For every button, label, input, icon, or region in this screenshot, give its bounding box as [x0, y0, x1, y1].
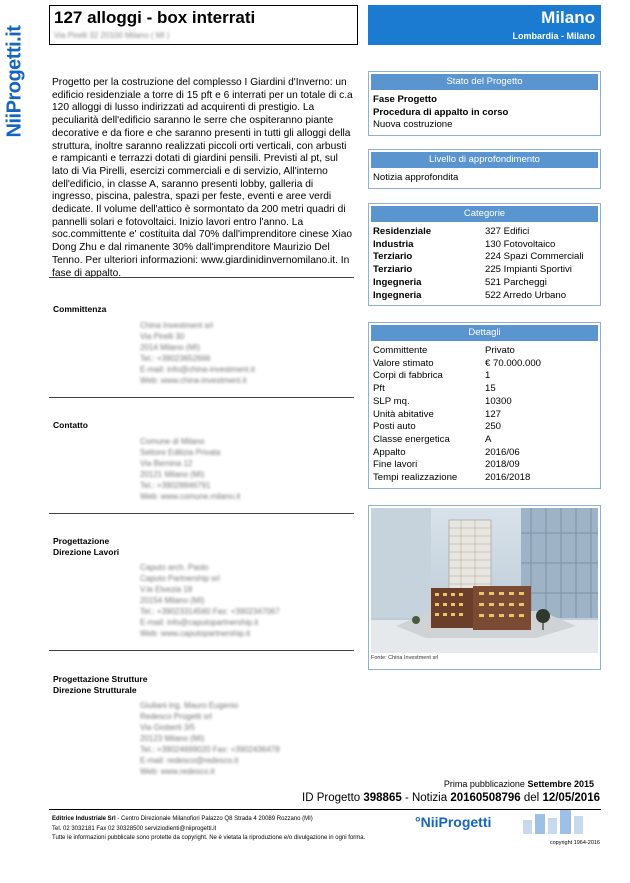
- project-id-line: ID Progetto 398865 - Notizia 20160508796 del 12/05/2016: [302, 792, 600, 804]
- strutture-label: Progettazione Strutture Direzione Strutturale: [53, 674, 148, 695]
- copyright: copyright 1964-2016: [549, 840, 600, 846]
- footer-divider: [49, 809, 601, 810]
- divider: [49, 650, 354, 651]
- contatto-label: Contatto: [53, 420, 88, 430]
- title-box: [49, 5, 358, 45]
- page-title: 127 alloggi - box interrati: [54, 8, 256, 27]
- stato-procedura: Procedura di appalto in corso: [373, 106, 509, 118]
- dettaglio-row: Pft 15: [373, 383, 496, 395]
- city-box: [368, 5, 601, 45]
- footer-text: Editrice Industriale Srl - Centro Direzionale Milanofiori Palazzo Q8 Strada 4 20089 Rozzano (MI) Tel. 02 3032181 Fax 02 30328500 serviziodienti@niiprogetti.it Tutte le informazioni pubblicate sono protette da copyright. Ne è vietata la riproduzione e/o divulgazione in ogni forma.: [52, 816, 366, 841]
- region-name: Lombardia - Milano: [512, 31, 595, 41]
- dettaglio-row: Valore stimato € 70.000.000: [373, 357, 542, 369]
- categoria-row: Terziario 224 Spazi Commerciali: [373, 251, 584, 263]
- sidebar-logo-text: NiiProgetti.it: [3, 25, 26, 137]
- dettaglio-row: Corpi di fabbrica 1: [373, 370, 491, 382]
- footer-logo: °NiiProgetti: [415, 814, 492, 830]
- progettazione-contact: Caputo arch. Paolo Caputo Partnership srl V.le Elvezia 18 20154 Milano (MI) Tel.: +39023314560 Fax: +3902347067 E-mail: info@caputopartnership.it Web: www.caputopartnership.it: [140, 563, 280, 638]
- committenza-contact: China Investment srl Via Pirelli 30 2014 Milano (MI) Tel.: +39023652666 E-mail: info@china-investment.it Web: www.china-investment.it: [140, 321, 255, 385]
- city-name: Milano: [541, 8, 595, 27]
- project-address: Via Pirelli 32 20100 Milano ( MI ): [54, 31, 170, 40]
- dettaglio-row: Appalto 2016/06: [373, 446, 520, 458]
- divider: [49, 513, 354, 514]
- first-publication: Prima pubblicazione Settembre 2015: [443, 779, 594, 789]
- dettaglio-row: Posti auto 250: [373, 421, 502, 433]
- dettaglio-row: Committente Privato: [373, 345, 515, 356]
- dettaglio-row: Tempi realizzazione 2016/2018: [373, 472, 531, 484]
- categoria-row: Industria 130 Fotovoltaico: [373, 238, 556, 250]
- building-logo-icon: [521, 810, 591, 834]
- categoria-row: Terziario 225 Impianti Sportivi: [373, 264, 572, 276]
- livello-panel: [368, 149, 601, 189]
- building-model-image: [371, 508, 598, 653]
- dettagli-panel: [368, 322, 601, 489]
- photo-caption: Fonte: China Investment srl: [371, 655, 439, 661]
- livello-panel-title: Livello di approfondimento: [371, 152, 598, 168]
- project-photo: [368, 505, 601, 670]
- livello-value: Notizia approfondita: [373, 172, 459, 183]
- categorie-panel: [368, 203, 601, 306]
- dettaglio-row: Fine lavori 2018/09: [373, 459, 520, 471]
- strutture-contact: Giuliani ing. Mauro Eugenio Redesco Progetti srl Via Gioberti 3/5 20123 Milano (MI) Tel.: +39024699020 Fax: +3902436478 E-mail: redesco@redesco.it Web: www.redesco.it: [140, 701, 280, 776]
- committenza-label: Committenza: [53, 304, 107, 314]
- categoria-row: Residenziale 327 Edifici: [373, 226, 530, 237]
- stato-panel-title: Stato del Progetto: [371, 74, 598, 90]
- progettazione-label: Progettazione Direzione Lavori: [53, 536, 120, 557]
- project-description: Progetto per la costruzione del complesso I Giardini d'Inverno: un edificio residenziale a torre di 15 pft e 6 interrati per un totale di c.a 120 alloggi di lusso indirizzati ad acquirenti di prestigio. La peculiarità dell'edificio saranno le serre che ospiteranno piante decorative e da fiore e che saranno presenti in tutti gli alloggi della struttura, inoltre saranno realizzati piccoli orti verticali, con arbusti e rampicanti e terrazzi dotati di giardini pensili. Previsti al pt, sul lato di Via Pirelli, esercizi commerciali e di servizio, All'interno dell'edificio, in classe A, saranno presenti lobby, galleria di ingresso, piscina, palestra, spazi per feste, eventi e aree verdi dedicate. Il volume dell'attico è sormontato da 200 metri quadri di pannelli solari e fotovoltaici. Inizio lavori entro l'anno. La soc.committente e' costituita dal 70% dall'imprenditore cinese Xiao Dong Zhu e dal rimanente 30% dall'imprenditore Maurizio Del Tenno. Per ulteriori informazioni: www.giardinidinvernomilano.it. In fase di appalto.: [52, 77, 353, 279]
- categoria-row: Ingegneria 521 Parcheggi: [373, 276, 547, 288]
- sidebar-logo: [4, 6, 26, 156]
- divider: [49, 397, 354, 398]
- contatto-contact: Comune di Milano Settore Edilizia Privata Via Bernina 12 20121 Milano (MI) Tel.: +39028846791 Web: www.comune.milano.it: [140, 437, 241, 501]
- dettaglio-row: Classe energetica A: [373, 433, 492, 445]
- stato-panel: [368, 71, 601, 136]
- categorie-panel-title: Categorie: [371, 206, 598, 222]
- dettaglio-row: Unità abitative 127: [373, 408, 502, 420]
- stato-tipo: Nuova costruzione: [373, 119, 453, 131]
- dettagli-panel-title: Dettagli: [371, 325, 598, 341]
- categoria-row: Ingegneria 522 Arredo Urbano: [373, 289, 567, 301]
- divider: [49, 277, 354, 278]
- dettaglio-row: SLP mq. 10300: [373, 395, 512, 407]
- stato-fase: Fase Progetto: [373, 94, 437, 105]
